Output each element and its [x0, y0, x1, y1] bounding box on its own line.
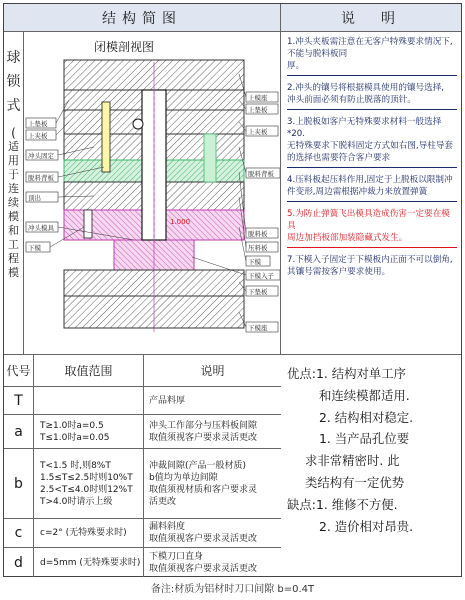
table-row-d: d d=5mm (无特殊要求时) 下模刀口直身 取值须视客户要求灵活更改 — [4, 548, 281, 577]
notes-header — [281, 4, 461, 32]
structure-diagram-header — [4, 4, 281, 32]
side-label-paren: ( — [11, 126, 16, 140]
note-7: 7.下模入子固定于下模板内正面不可以倒角, 其镶号需按客户要求使用。 — [287, 255, 453, 277]
footer-note: 备注:材质为铝材时刀口间隙 b=0.4T — [150, 584, 315, 595]
label-punch-mold: 冲头模具 — [28, 224, 54, 232]
note-3: 3.上脱板如客户无特殊要求材料一般选择*20. 无特殊要求下脱料固定方式如右图,导柱导套 的选择也需要符合客户要求 — [287, 116, 457, 168]
pros-line-4: 1. 当产品孔位要 — [319, 431, 410, 447]
pros-line-1: 优点:1. 结构对单工序 — [287, 366, 407, 381]
table-header-row — [4, 355, 281, 387]
notes-panel — [281, 32, 461, 354]
label-ejector: 顶出 — [28, 194, 41, 202]
table-row-a: a T≥1.0时a=0.5 T≤1.0时a=0.05 冲头工作部分与压料板间隙 取值须视客户要求灵活更改 — [4, 415, 281, 449]
note-1: 1.冲头夹板需注意在无客户特殊要求情况下, 不能与脱料板同 厚。 — [287, 36, 457, 76]
label-stripper-back: 脱料背板 — [28, 174, 54, 182]
col-code-header: 代号 — [4, 355, 34, 386]
label-right-upper-pad: 上垫板 — [248, 106, 268, 114]
pros-line-6: 类结构有一定优势 — [305, 474, 405, 490]
note-2: 2.冲头的镶号将根据模具使用的镶号选择, 冲头前面必须有防止脱落的顶针。 — [287, 82, 457, 110]
label-lower-die: 下模 — [28, 244, 41, 252]
label-right-material: 压料板 — [248, 244, 268, 252]
label-right-upper-mold: 上模座 — [248, 94, 268, 102]
closed-die-section-drawing — [24, 32, 281, 354]
table-row-c: c c=2° (无特殊要求时) 漏料斜度 取值须视客户要求灵活更改 — [4, 519, 281, 548]
side-label-main: 球 锁 式 — [6, 50, 21, 114]
label-upper-pad: 上垫板 — [28, 120, 48, 128]
ejector-pin — [102, 102, 110, 172]
note-4: 4.压料板起压料作用,固定于上脱板以限制冲 件变形,周边需根据冲裁力来放置弹簧 — [287, 174, 457, 202]
label-right-lower-pad: 下垫板 — [248, 288, 268, 296]
note-5-warning: 5.为防止弹簧飞出模具造成伤害一定要在模具 周边加挡板部加装隐藏式发生。 — [287, 208, 457, 248]
document-frame — [3, 3, 462, 577]
spring — [204, 134, 216, 182]
die-section-svg — [24, 32, 281, 354]
label-right-stripper-back: 脱料背板 — [248, 170, 274, 178]
label-right-lower-insert: 下模入子 — [248, 272, 274, 280]
pros-line-5: 求非常精密时. 此 — [305, 453, 400, 469]
pros-line-3: 2. 结构相对稳定. — [319, 409, 414, 425]
label-punch-fixed: 冲头固定 — [28, 152, 54, 160]
table-row-b: b T<1.5 时,则8%T 1.5≤T≤2.5时则10%T 2.5<T≤4.0时则12%T T>4.0时请示上级 冲裁间隙(产品一般材质) b值均为单边间隙 取值须视材质和客户要求灵 活更改 — [4, 449, 281, 519]
pros-line-2: 和连续模都适用. — [319, 387, 410, 403]
ball-lock — [133, 119, 143, 129]
col-desc-header: 说明 — [200, 363, 225, 378]
label-right-lower-die: 下模 — [248, 258, 261, 266]
col-range-header: 取值范围 — [34, 355, 144, 386]
parameter-table — [4, 354, 281, 576]
cons-line-2: 2. 造价相对昂贵. — [319, 518, 414, 534]
label-right-stripper: 脱料板 — [248, 230, 268, 238]
drawing-title: 闭模剖视图 — [94, 40, 155, 54]
label-right-lower-seat: 下模座 — [248, 324, 268, 332]
side-label-column — [4, 32, 24, 354]
label-right-upper-clamp: 上夹板 — [248, 128, 268, 136]
cons-line-1: 缺点:1. 维修不方便. — [287, 496, 398, 512]
table-row-T: T 产品料厚 — [4, 387, 281, 415]
dim-label: 1.000 — [170, 218, 191, 226]
structure-diagram-title: 结构简图 — [102, 10, 182, 27]
label-upper-clamp: 上夹板 — [28, 132, 48, 140]
screw — [84, 210, 92, 238]
notes-title: 说 明 — [341, 10, 401, 27]
side-label-sub: 适 用 于 连 续 模 和 工 程 模 — [8, 140, 19, 279]
pros-cons-panel — [281, 354, 461, 576]
